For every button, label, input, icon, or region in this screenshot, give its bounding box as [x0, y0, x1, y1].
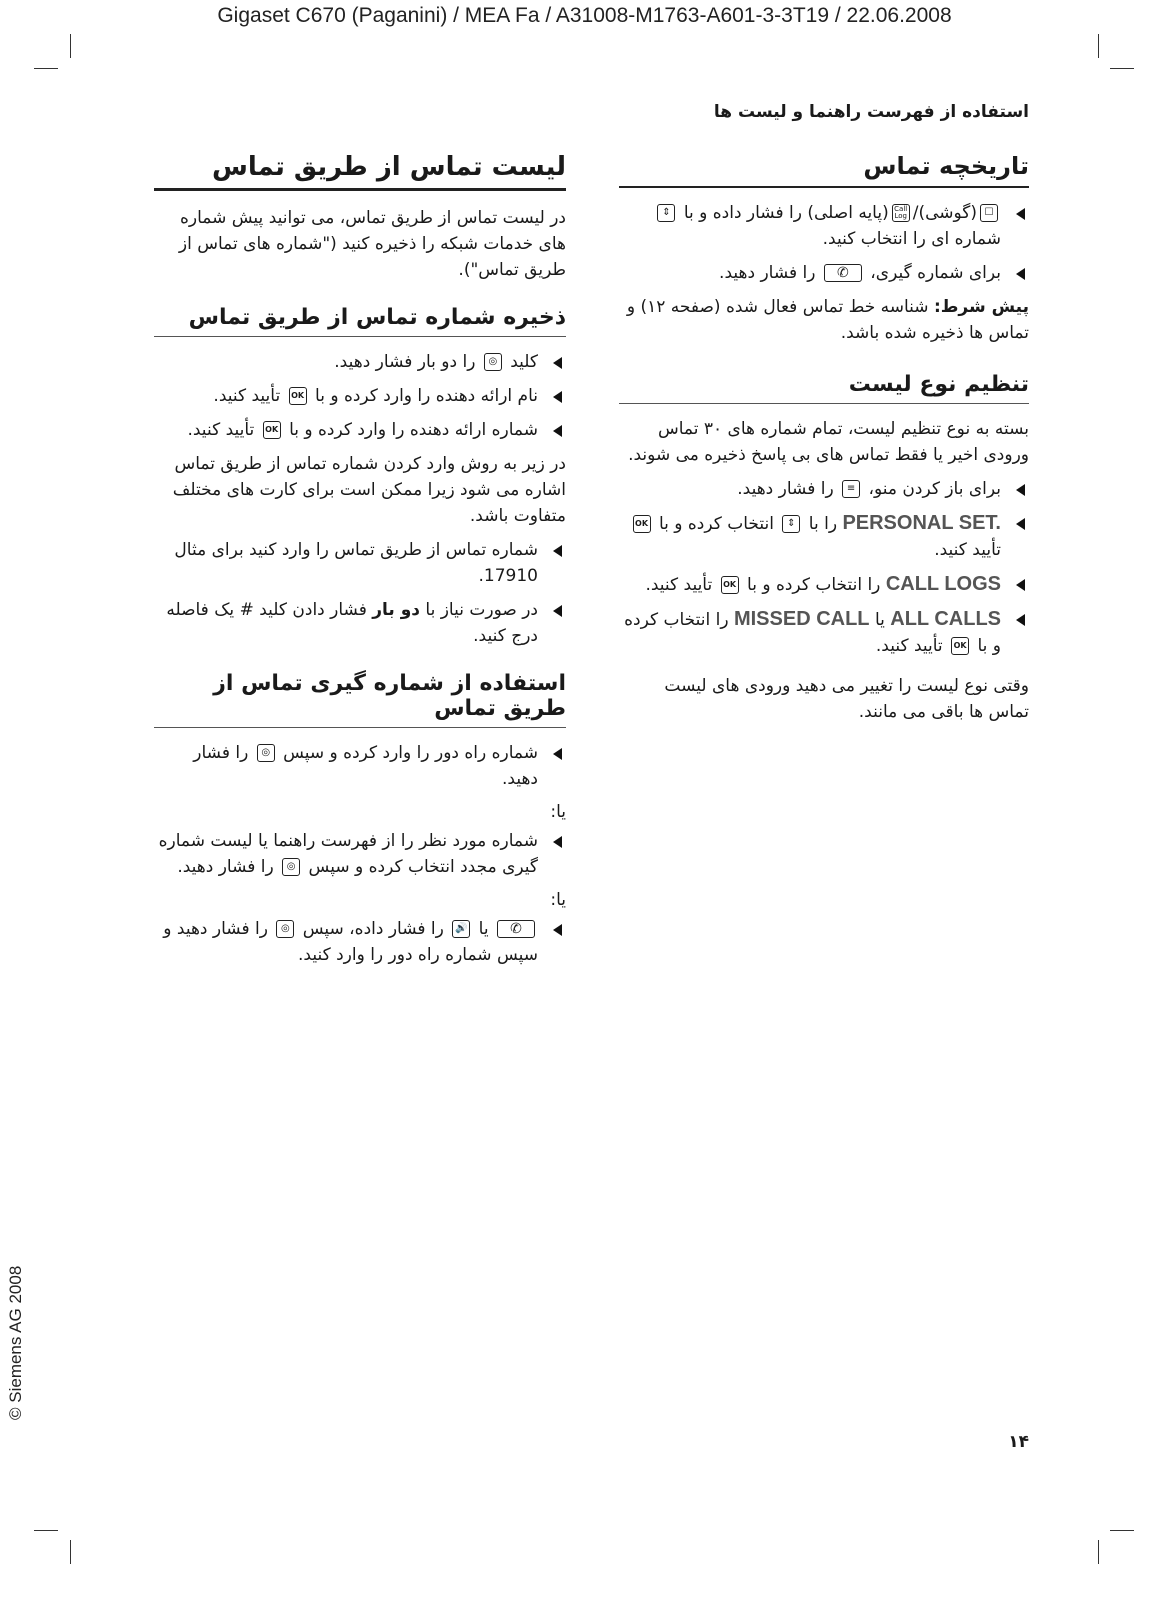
save-number-note: در زیر به روش وارد کردن شماره تماس از طریق تماس اشاره می شود زیرا ممکن است برای کارت های مختلف متفاوت باشد. — [172, 454, 566, 526]
handset-key-icon: ☐ — [980, 204, 998, 222]
right-column — [619, 152, 1029, 733]
list-type-step-2: PERSONAL SET. را با ⇕ انتخاب کرده و با OK تأیید کنید. — [619, 510, 1029, 563]
or-label: یا: — [550, 890, 566, 910]
crop-mark — [1110, 1530, 1134, 1531]
document-header: Gigaset C670 (Paganini) / MEA Fa / A31008-M1763-A601-3-3T19 / 22.06.2008 — [217, 4, 952, 27]
list-type-intro: بسته به نوع تنظیم لیست، تمام شماره های ۳۰ تماس ورودی اخیر یا فقط تماس های بی پاسخ ذخیره می شوند. — [628, 419, 1029, 465]
save-number-heading: ذخیره شماره تماس از طریق تماس — [154, 305, 566, 337]
ok-key-icon: OK — [289, 387, 307, 405]
calllog-key-icon: Call Log — [892, 204, 910, 222]
list-type-outro: وقتی نوع لیست را تغییر می دهید ورودی های لیست تماس ها باقی می مانند. — [664, 676, 1029, 722]
save-number-step-5: در صورت نیاز با دو بار فشار دادن کلید # یک فاصله درج کنید. — [154, 597, 566, 649]
section-title: استفاده از فهرست راهنما و لیست ها — [713, 102, 1029, 122]
save-number-step-2: نام ارائه دهنده را وارد کرده و با OK تأیید کنید. — [154, 383, 566, 409]
call-history-prerequisite: پیش شرط: شناسه خط تماس فعال شده (صفحه ۱۲) و تماس ها ذخیره شده باشد. — [626, 297, 1029, 343]
use-number-step-1: شماره راه دور را وارد کرده و سپس ◎ را فشار دهید. — [154, 740, 566, 792]
crop-mark — [34, 68, 58, 69]
save-number-step-4: شماره تماس از طریق تماس را وارد کنید برای مثال 17910. — [154, 537, 566, 589]
crop-mark — [70, 1540, 71, 1564]
talk-key-icon: ✆ — [497, 920, 535, 938]
use-number-step-3: ✆ یا 🔊 را فشار داده، سپس ◎ را فشار دهید و سپس شماره راه دور را وارد کنید. — [154, 916, 566, 968]
page-number: ۱۴ — [1008, 1432, 1029, 1452]
network-list-intro: در لیست تماس از طریق تماس، می توانید پیش شماره های خدمات شبکه را ذخیره کنید ("شماره های تماس از طریق تماس"). — [178, 208, 566, 280]
ok-key-icon: OK — [633, 515, 651, 533]
crop-mark — [34, 1530, 58, 1531]
save-number-step-1: کلید ◎ را دو بار فشار دهید. — [154, 349, 566, 375]
redial-key-icon: ◎ — [257, 744, 275, 762]
use-number-heading: استفاده از شماره گیری تماس از طریق تماس — [154, 671, 566, 728]
copyright: © Siemens AG 2008 — [6, 1265, 25, 1420]
list-type-step-1: برای باز کردن منو، ≡ را فشار دهید. — [619, 476, 1029, 502]
crop-mark — [1098, 34, 1099, 58]
left-column — [154, 152, 566, 976]
talk-key-icon: ✆ — [824, 264, 862, 282]
redial-key-icon: ◎ — [484, 353, 502, 371]
crop-mark — [1098, 1540, 1099, 1564]
use-number-step-2: شماره مورد نظر را از فهرست راهنما یا لیست شماره گیری مجدد انتخاب کرده و سپس ◎ را فشار دهید. — [154, 828, 566, 880]
or-label: یا: — [550, 802, 566, 822]
redial-key-icon: ◎ — [282, 858, 300, 876]
crop-mark — [1110, 68, 1134, 69]
ok-key-icon: OK — [263, 421, 281, 439]
list-type-heading: تنظیم نوع لیست — [619, 372, 1029, 404]
list-type-step-3: CALL LOGS را انتخاب کرده و با OK تأیید کنید. — [619, 571, 1029, 598]
list-type-step-4: ALL CALLS یا MISSED CALL را انتخاب کرده و با OK تأیید کنید. — [619, 606, 1029, 659]
call-history-step-2: برای شماره گیری، ✆ را فشار دهید. — [619, 260, 1029, 286]
call-history-heading: تاریخچه تماس — [619, 152, 1029, 188]
ok-key-icon: OK — [721, 576, 739, 594]
ok-key-icon: OK — [951, 637, 969, 655]
handsfree-key-icon: 🔊 — [452, 920, 470, 938]
menu-key-icon: ≡ — [842, 480, 860, 498]
nav-key-icon: ⇕ — [782, 515, 800, 533]
network-list-heading: لیست تماس از طریق تماس — [154, 152, 566, 191]
call-history-step-1: ☐(گوشی)/Call Log(پایه اصلی) را فشار داده و با ⇕ شماره ای را انتخاب کنید. — [619, 200, 1029, 252]
redial-key-icon: ◎ — [276, 920, 294, 938]
nav-key-icon: ⇕ — [657, 204, 675, 222]
save-number-step-3: شماره ارائه دهنده را وارد کرده و با OK تأیید کنید. — [154, 417, 566, 443]
crop-mark — [70, 34, 71, 58]
